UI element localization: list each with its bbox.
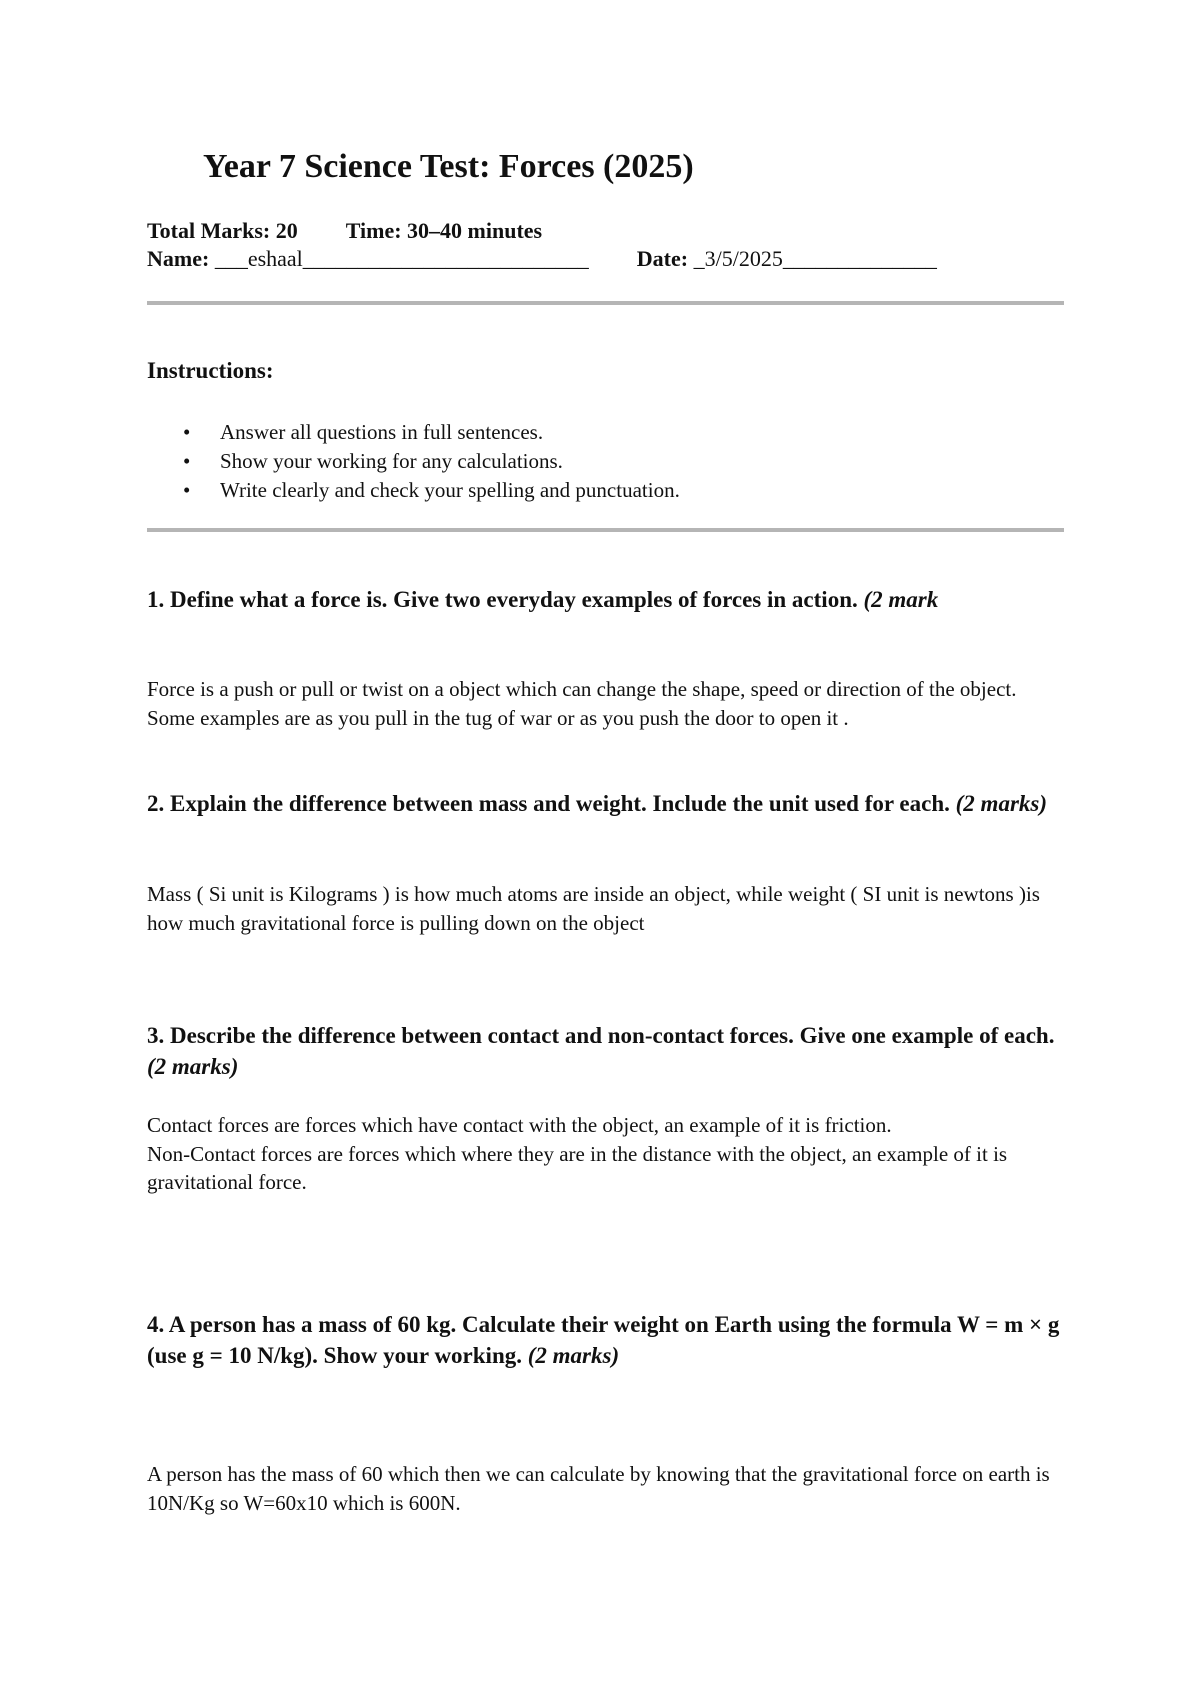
divider-top xyxy=(147,301,1064,305)
list-item xyxy=(147,418,680,447)
answer-line: Contact forces are forces which have contact with the object, an example of it is friction. xyxy=(147,1113,892,1137)
marks-time-line xyxy=(147,218,542,244)
date-line-end: ______________ xyxy=(782,246,937,271)
instruction-text: Answer all questions in full sentences. xyxy=(220,420,544,444)
time-allowed: Time: 30–40 minutes xyxy=(345,218,543,243)
list-item xyxy=(147,476,680,505)
total-marks: Total Marks: 20 xyxy=(147,218,298,243)
bullet-icon: • xyxy=(183,449,191,473)
name-line-start: ___ xyxy=(214,246,248,271)
date-field[interactable] xyxy=(694,246,937,271)
divider-bottom xyxy=(147,528,1064,532)
list-item xyxy=(147,447,680,476)
question-3 xyxy=(147,1020,1064,1082)
question-4 xyxy=(147,1309,1064,1371)
name-field[interactable] xyxy=(215,246,589,271)
instructions-list xyxy=(147,418,680,505)
answer-2[interactable]: Mass ( Si unit is Kilograms ) is how much atoms are inside an object, while weight ( SI unit is newtons )is how much gravitational force is pulling down on the object xyxy=(147,882,1040,935)
instruction-text: Show your working for any calculations. xyxy=(220,449,563,473)
answer-line: Non-Contact forces are forces which where they are in the distance with the object, an example of it is gravitational force. xyxy=(147,1141,1008,1194)
bullet-icon: • xyxy=(183,420,191,444)
name-label: Name: xyxy=(147,246,215,271)
question-marks: (2 marks) xyxy=(955,791,1048,816)
answer-4[interactable]: A person has the mass of 60 which then we can calculate by knowing that the gravitational force on earth is 10N/Kg so W=60x10 which is 600N. xyxy=(147,1462,1050,1515)
question-2 xyxy=(147,788,1064,819)
bullet-icon: • xyxy=(183,478,191,502)
question-text: 3. Describe the difference between contact and non-contact forces. Give one example of each. xyxy=(147,1023,1055,1048)
answer-1[interactable]: Force is a push or pull or twist on a object which can change the shape, speed or direction of the object. Some examples are as you pull in the tug of war or as you push the door to open it . xyxy=(147,677,1017,730)
name-line-end: __________________________ xyxy=(302,246,589,271)
date-line-start: _ xyxy=(693,246,705,271)
question-text: 4. A person has a mass of 60 kg. Calculate their weight on Earth using the formula W = m × g (use g = 10 N/kg). Show your working. xyxy=(147,1312,1060,1368)
question-1 xyxy=(147,584,1064,615)
question-marks: (2 marks) xyxy=(147,1054,239,1079)
question-text: 1. Define what a force is. Give two everyday examples of forces in action. xyxy=(147,587,864,612)
instructions-heading: Instructions: xyxy=(147,358,274,383)
instruction-text: Write clearly and check your spelling and punctuation. xyxy=(220,478,680,502)
date-value: 3/5/2025 xyxy=(704,246,783,271)
name-value: eshaal xyxy=(247,246,303,271)
question-text: 2. Explain the difference between mass and weight. Include the unit used for each. xyxy=(147,791,956,816)
question-marks: (2 marks) xyxy=(527,1343,620,1368)
question-marks: (2 mark xyxy=(863,587,939,612)
page-title: Year 7 Science Test: Forces (2025) xyxy=(203,148,694,185)
answer-3[interactable] xyxy=(147,1111,1067,1197)
date-label: Date: xyxy=(636,246,694,271)
name-date-line xyxy=(147,246,937,272)
